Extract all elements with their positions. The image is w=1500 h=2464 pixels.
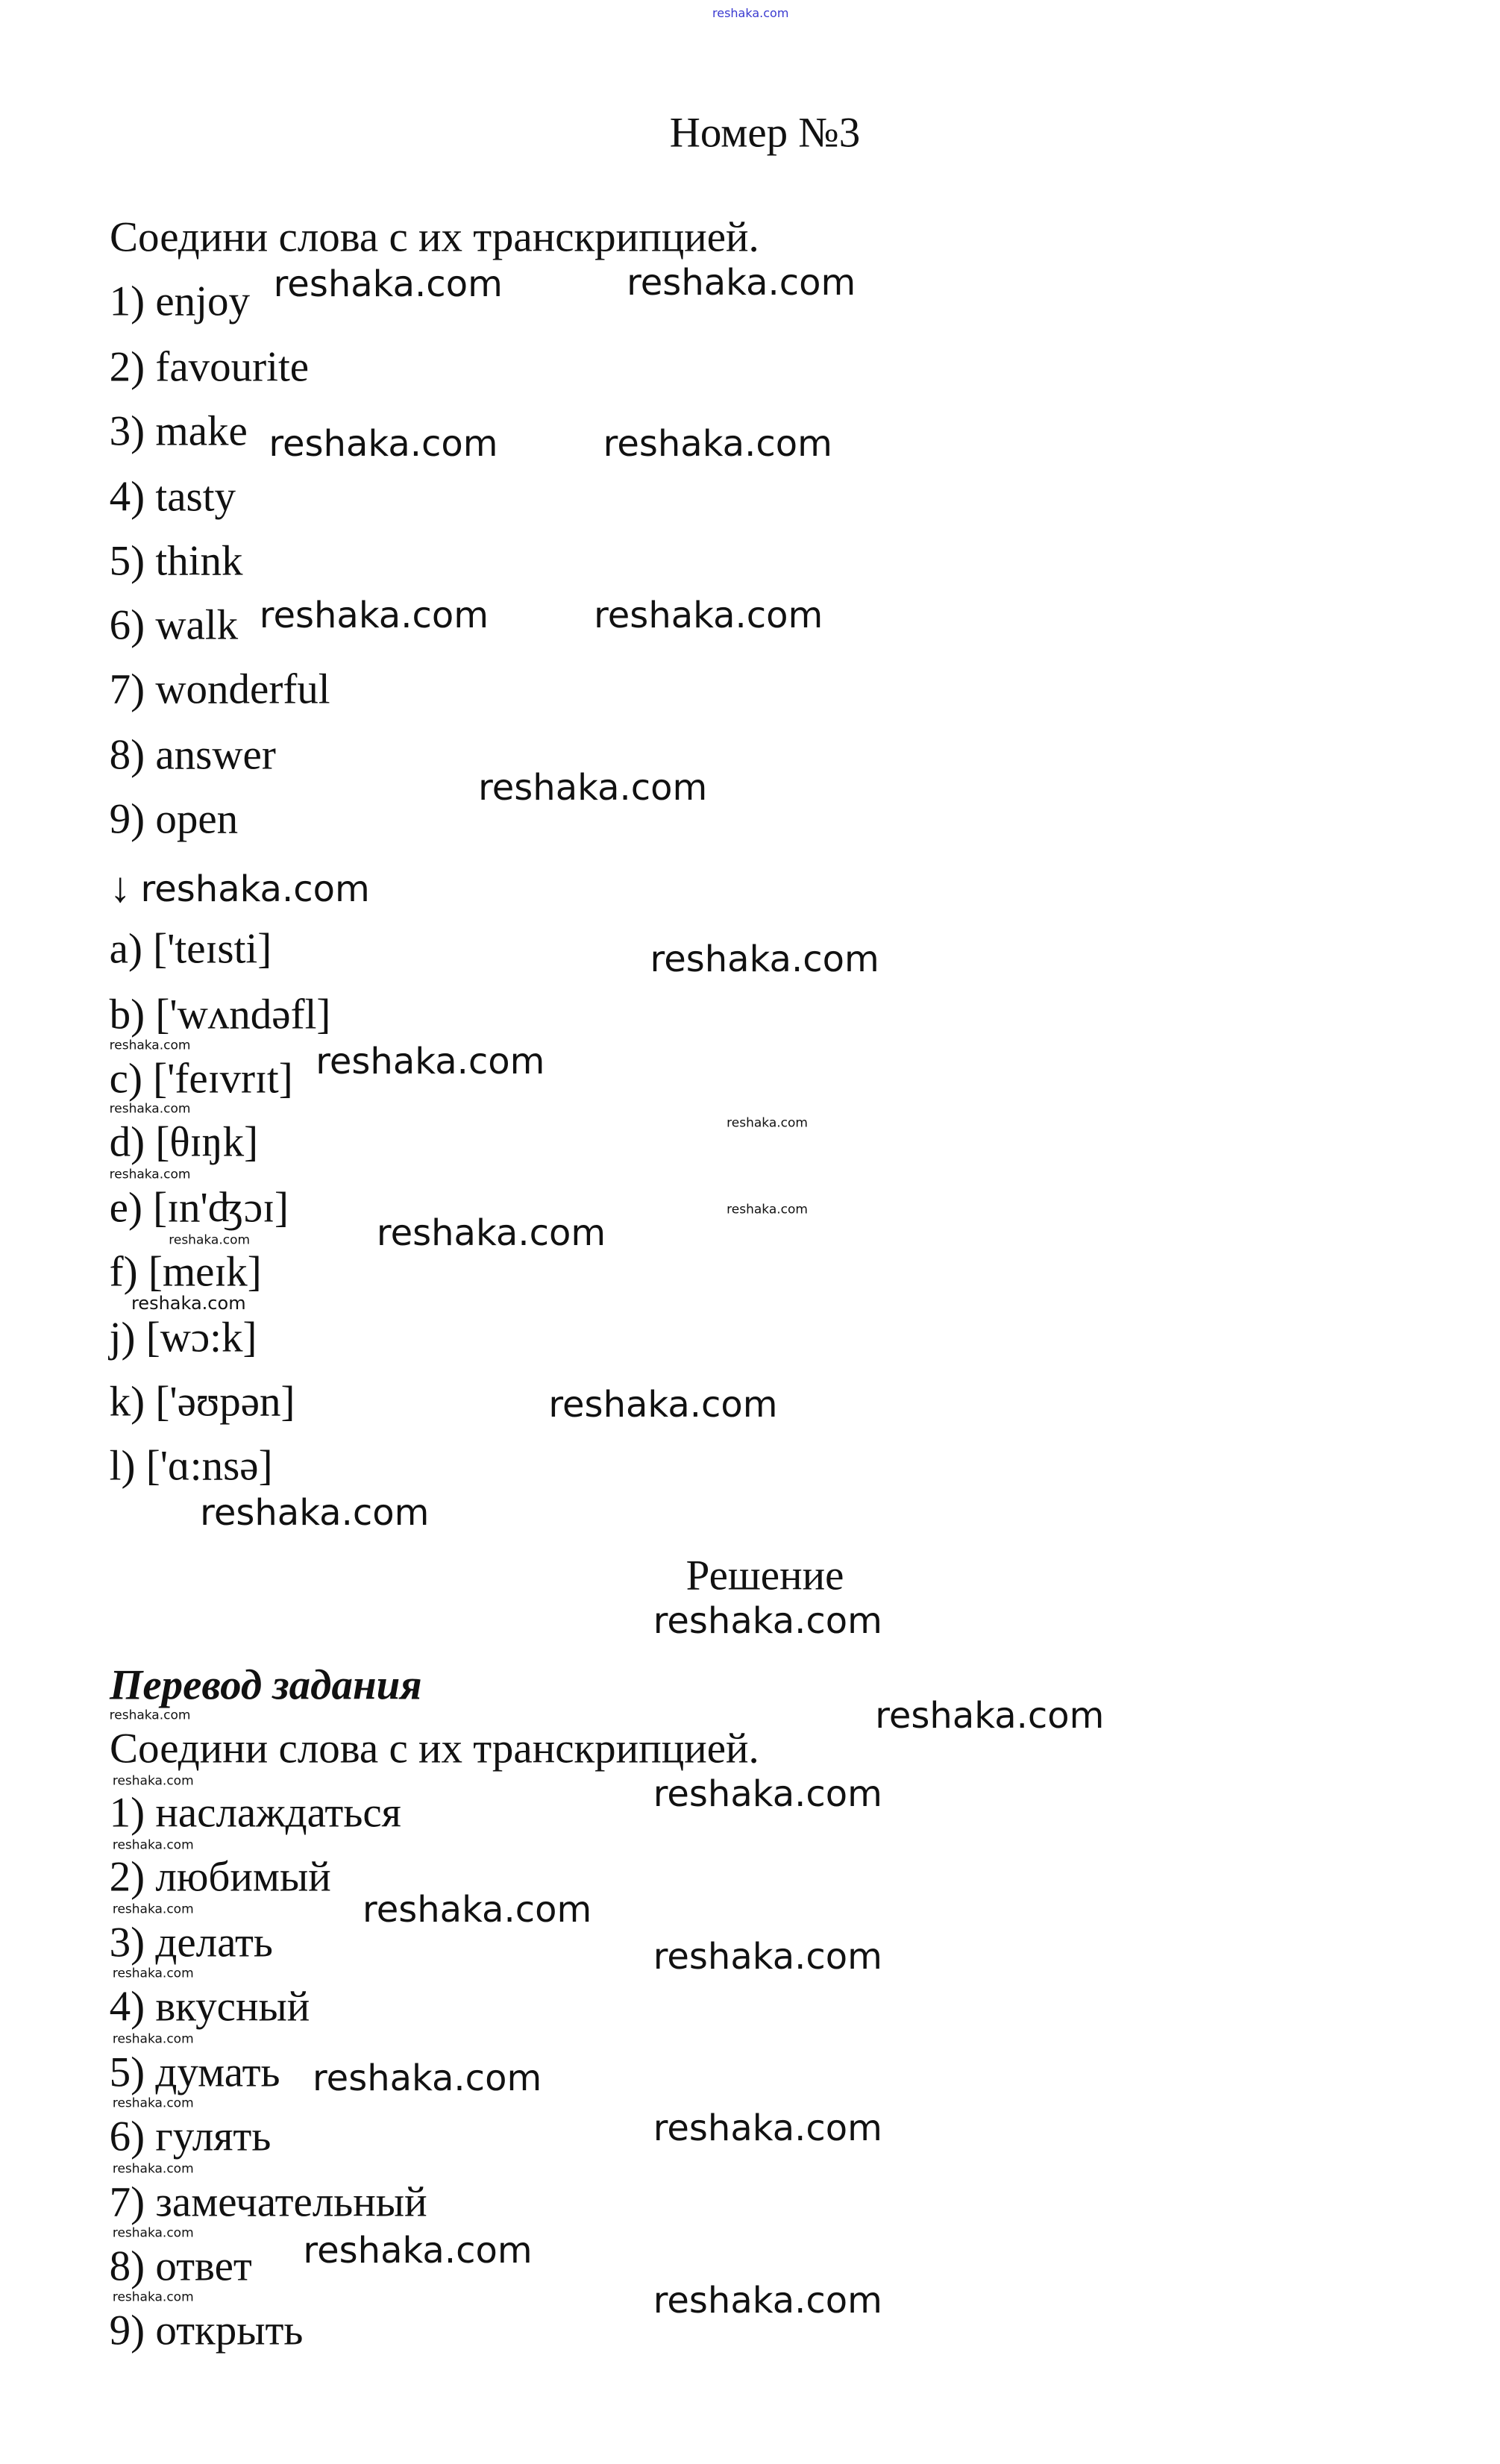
watermark: reshaka.com: [376, 1211, 606, 1254]
watermark: reshaka.com: [273, 263, 503, 306]
watermark: reshaka.com: [653, 1773, 882, 1816]
word-item: 4) tasty: [109, 473, 236, 521]
watermark: reshaka.com: [303, 2229, 533, 2272]
watermark: reshaka.com: [875, 1695, 1105, 1737]
watermark: reshaka.com: [112, 1966, 194, 1981]
watermark: reshaka.com: [627, 262, 856, 304]
translation-heading: Перевод задания: [110, 1661, 422, 1709]
word-item: 6) walk: [109, 601, 239, 649]
transcription-item: b) ['wʌndəfl]: [109, 991, 331, 1038]
translation-word-item: 6) гулять: [109, 2113, 272, 2160]
transcription-item: f) [meɪk]: [109, 1248, 262, 1296]
watermark: reshaka.com: [653, 2107, 882, 2150]
watermark: reshaka.com: [109, 1708, 191, 1723]
watermark: reshaka.com: [650, 938, 879, 981]
watermark: reshaka.com: [112, 1902, 194, 1917]
watermark: reshaka.com: [727, 1202, 808, 1217]
watermark: reshaka.com: [653, 1935, 882, 1978]
solution-label: Решение: [685, 1552, 844, 1599]
watermark: reshaka.com: [653, 2279, 882, 2322]
watermark: reshaka.com: [112, 2031, 194, 2047]
transcription-item: l) ['ɑ:nsə]: [109, 1442, 273, 1490]
watermark: reshaka.com: [112, 2289, 194, 2305]
translation-word-item: 2) любимый: [109, 1853, 331, 1901]
watermark: reshaka.com: [112, 1773, 194, 1789]
word-item: 7) wonderful: [109, 665, 330, 713]
transcription-item: e) [ɪn'ʤɔɪ]: [109, 1184, 289, 1232]
word-item: 9) open: [109, 795, 239, 843]
watermark: reshaka.com: [200, 1491, 430, 1534]
translation-word-item: 7) замечательный: [109, 2178, 427, 2226]
watermark: reshaka.com: [316, 1040, 545, 1082]
watermark: reshaka.com: [109, 1167, 191, 1182]
word-item: 2) favourite: [109, 343, 310, 391]
watermark: reshaka.com: [140, 868, 370, 911]
translation-word-item: 4) вкусный: [109, 1983, 310, 2031]
watermark: reshaka.com: [548, 1384, 778, 1426]
transcription-item: j) [wɔ:k]: [109, 1314, 257, 1361]
translation-word-item: 1) наслаждаться: [109, 1789, 401, 1837]
transcription-item: c) ['feɪvrɪt]: [109, 1055, 293, 1103]
watermark: reshaka.com: [594, 595, 823, 637]
translation-instruction: Соедини слова с их транскрипцией.: [110, 1725, 759, 1772]
transcription-item: k) ['əʊpən]: [109, 1378, 295, 1426]
word-item: 1) enjoy: [109, 278, 251, 325]
watermark: reshaka.com: [727, 1115, 808, 1131]
watermark: reshaka.com: [169, 1232, 251, 1248]
watermark: reshaka.com: [478, 766, 708, 809]
translation-word-item: 8) ответ: [109, 2242, 252, 2290]
arrow-down-icon: ↓: [110, 864, 131, 912]
watermark: reshaka.com: [363, 1889, 592, 1931]
watermark: reshaka.com: [653, 1599, 882, 1642]
translation-word-item: 9) открыть: [109, 2307, 304, 2354]
word-item: 3) make: [109, 407, 248, 455]
watermark: reshaka.com: [112, 2225, 194, 2241]
page-title: Номер №3: [669, 109, 861, 157]
watermark: reshaka.com: [109, 1101, 191, 1117]
header-watermark: reshaka.com: [712, 6, 789, 20]
translation-word-item: 5) думать: [109, 2048, 280, 2096]
watermark: reshaka.com: [112, 1837, 194, 1853]
word-item: 8) answer: [109, 731, 276, 779]
transcription-item: a) ['teɪsti]: [109, 925, 272, 973]
task-instruction: Соедини слова с их транскрипцией.: [110, 213, 759, 261]
watermark: reshaka.com: [259, 595, 489, 637]
watermark: reshaka.com: [313, 2057, 542, 2100]
watermark: reshaka.com: [112, 2095, 194, 2111]
transcription-item: d) [θɪŋk]: [109, 1118, 259, 1166]
watermark: reshaka.com: [109, 1038, 191, 1053]
watermark: reshaka.com: [131, 1293, 246, 1314]
word-item: 5) think: [109, 537, 243, 585]
watermark: reshaka.com: [112, 2161, 194, 2177]
watermark: reshaka.com: [269, 422, 498, 465]
translation-word-item: 3) делать: [109, 1919, 273, 1966]
watermark: reshaka.com: [603, 422, 832, 465]
